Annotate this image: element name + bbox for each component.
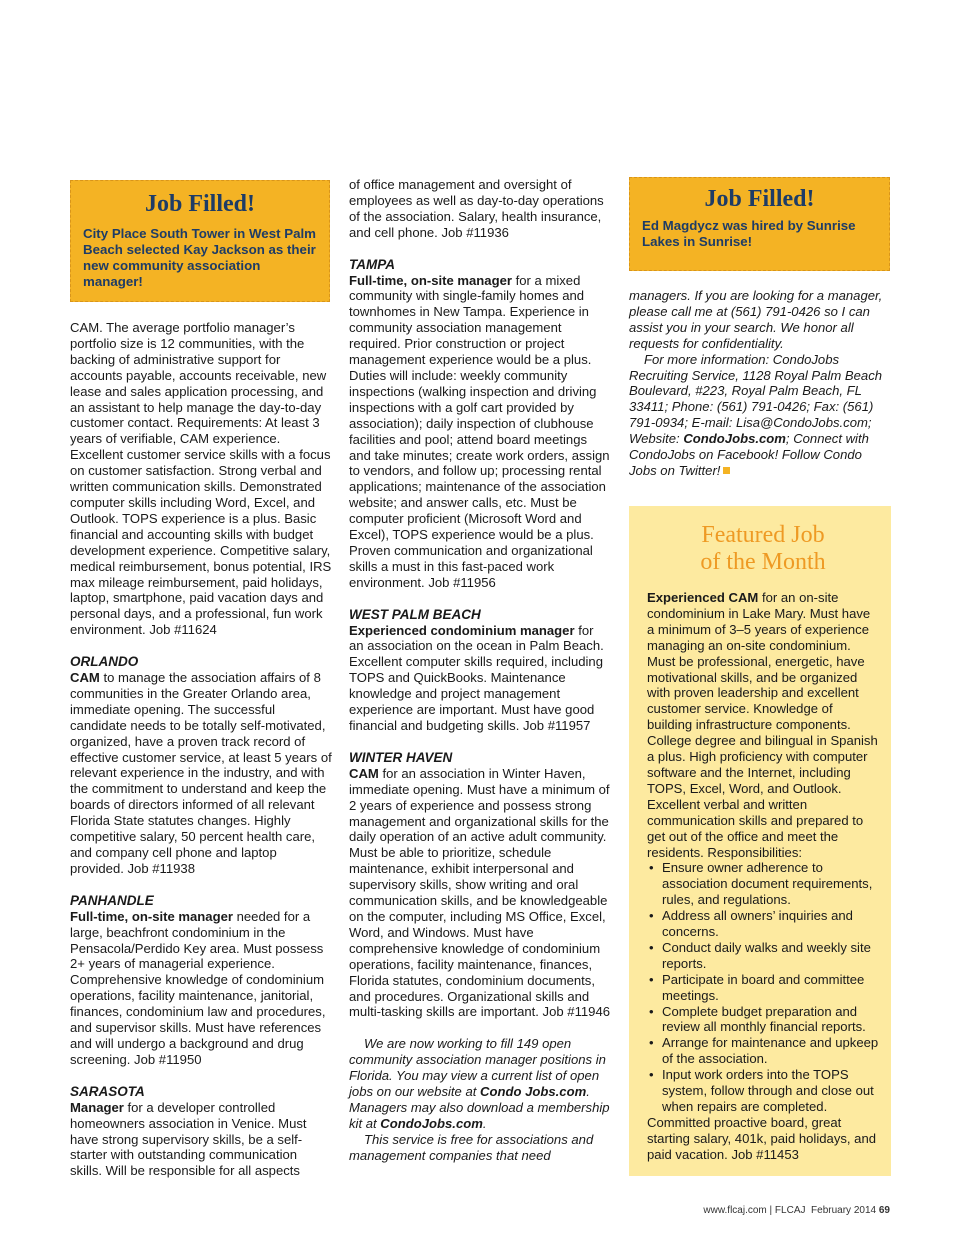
column-1 (70, 320, 332, 1179)
list-item: • Complete budget preparation and review all monthly financial reports. (647, 1004, 879, 1036)
open-positions-text-c: . (482, 1115, 487, 1131)
footer-site[interactable]: www.flcaj.com (703, 1205, 767, 1216)
list-item: • Arrange for maintenance and upkeep of the association. (647, 1035, 879, 1067)
open-positions-paragraph (349, 1036, 611, 1131)
list-item: • Address all owners’ inquiries and concerns. (647, 908, 879, 940)
featured-closing: Committed proactive board, great starting salary, 401k, paid holidays, and paid vacation. Job #11453 (647, 1114, 877, 1162)
west-palm-beach-lead: Experienced condominium manager (349, 622, 575, 638)
list-item: • Ensure owner adherence to association document requirements, rules, and regulations. (647, 860, 879, 908)
sarasota-lead: Manager (70, 1099, 124, 1115)
featured-title-line-2: of the Month (700, 549, 826, 575)
panhandle-lead: Full-time, on-site manager (70, 908, 233, 924)
sarasota-heading: SARASOTA (70, 1083, 145, 1099)
tampa-lead: Full-time, on-site manager (349, 272, 512, 288)
featured-title-line-1: Featured Job (701, 522, 825, 548)
featured-body: for an on-site condominium in Lake Mary. Must have a minimum of 3–5 years of experience managing an on-site condominium. Must be professional, energetic, have motivational skills, and be organized with proven leadership and excellent customer service. Knowledge of building infrastructure components. College degree and bilingual in Spanish a plus. High proficiency with computer software and the Internet, including TOPS, Excel, Word, and Outlook. Excellent verbal and written communication skills and prepared to get out of the office and meet the residents. Responsibilities: (647, 590, 878, 860)
west-palm-beach-heading: WEST PALM BEACH (349, 606, 481, 622)
condojobs-link-1[interactable]: Condo Jobs.com (480, 1084, 587, 1100)
job-filled-box-left (70, 180, 330, 302)
contact-info-text-a: For more information: CondoJobs Recruiting Service, 1128 Royal Palm Beach Boulevard, #223, Royal Palm Beach, FL 33411; Phone: (561) 791-0426; Fax: (561) 791-0934; E-mail: Lisa@CondoJobs.com; Website: (629, 351, 883, 447)
orlando-body: to manage the association affairs of 8 communities in the Greater Orlando area, immediate opening. The successful candidate needs to be totally self-motivated, organized, have a proven track record of effective customer service, at least 5 years of relevant experience in the industry, and with the commitment to understand and keep the boards of directors informed of all relevant Florida State statutes changes. Highly competitive salary, 50 percent health care, and company cell phone and laptop provided. Job #11938 (70, 670, 332, 876)
panhandle-listing (70, 909, 332, 1068)
list-item: • Input work orders into the TOPS system, follow through and close out when repairs are completed. (647, 1067, 879, 1115)
column-2 (349, 177, 611, 1164)
featured-job-title (647, 522, 879, 576)
orlando-listing (70, 670, 332, 877)
west-palm-beach-body: for an association on the ocean in Palm Beach. Excellent computer skills required, including TOPS and QuickBooks. Maintenance knowledge and project management experience are important. Must have good financial and budgeting skills. Job #11957 (349, 622, 604, 733)
page-footer (700, 1205, 890, 1216)
list-item: • Conduct daily walks and weekly site reports. (647, 940, 879, 972)
condojobs-website-link[interactable]: CondoJobs.com (683, 431, 786, 447)
panhandle-body: needed for a large, beachfront condominium in the Pensacola/Perdido Key area. Must possess 2+ years of managerial experience. Comprehensive knowledge of condominium operations, facility maintenance, janitorial, finances, condominium law and procedures, and supervisor skills. Must have references and will undergo a background and drug screening. Job #11950 (70, 908, 326, 1067)
orlando-heading: ORLANDO (70, 654, 139, 670)
condojobs-link-2[interactable]: CondoJobs.com (380, 1115, 483, 1131)
featured-job-description (647, 590, 879, 860)
sarasota-body: for a developer controlled homeowners association in Venice. Must have strong supervisory skills, be a self-starter with outstanding communication skills. Will be responsible for all aspects (70, 1099, 307, 1179)
featured-job-box (629, 506, 891, 1176)
winter-haven-body: for an association in Winter Haven, immediate opening. Must have a minimum of 2 years of experience and possess strong management and organizational skills for the daily operation of an active adult community. Must be able to prioritize, schedule maintenance, exhibit interpersonal and supervisory skills, show writing and oral communication skills, and be knowledgeable on the computer, including MS Office, Excel, Word, and Windows. Must have comprehensive knowledge of condominium operations, facility maintenance, finances, Florida statutes, condominium documents, and procedures. Organizational skills and multi-tasking skills are important. Job #11946 (349, 765, 611, 1020)
job-filled-title-right: Job Filled! (704, 186, 815, 212)
free-service-note: This service is free for associations and management companies that need (349, 1131, 594, 1163)
page-number: 69 (878, 1205, 890, 1216)
winter-haven-lead: CAM (349, 765, 379, 781)
job-filled-title-left: Job Filled! (144, 191, 255, 217)
job-filled-text-right: Ed Magdycz was hired by Sunrise Lakes in Sunrise! (642, 218, 856, 249)
west-palm-beach-listing (349, 623, 611, 734)
sarasota-listing-continued: of office management and oversight of employees as well as day-to-day operations of the association. Salary, health insurance, and cell phone. Job #11936 (349, 177, 604, 240)
panhandle-heading: PANHANDLE (70, 892, 154, 908)
service-note-continued: managers. If you are looking for a manager, please call me at (561) 791-0426 so I can assist you in your search. We honor all requests for confidentiality. (629, 288, 883, 351)
responsibilities-list (647, 860, 879, 1115)
open-positions-text-b: . Managers may also download a membership kit at (349, 1084, 610, 1131)
job-filled-text-left: City Place South Tower in West Palm Beach selected Kay Jackson as their new community association manager! (83, 226, 316, 289)
cam-listing-continued: CAM. The average portfolio manager’s portfolio size is 12 communities, with the backing of administrative support for accounts payable, accounts receivable, new lease and sales application processing, and an assistant to help manage the day-to-day customer contact. Requirements: At least 3 years of verifiable, CAM experience. Excellent customer service skills with a focus on customer satisfaction. Strong verbal and written communication skills. Demonstrated computer skills including Word, Excel, and Outlook. TOPS experience is a plus. Basic financial and accounting skills with budget development experience. Competitive salary, medical reimbursement, bonus potential, IRS max mileage reimbursement, paid holidays, laptop, smartphone, paid vacation days and personal days, and a professional, fun work environment. Job #11624 (70, 320, 332, 638)
open-positions-text-a: We are now working to fill 149 open community association manager positions in Florida. You may view a current list of open jobs on our website at (349, 1036, 606, 1100)
footer-separator: | (766, 1205, 775, 1216)
contact-info (629, 352, 884, 479)
tampa-body: for a mixed community with single-family homes and townhomes in New Tampa. Experience in community association management required. Prior construction or project management experience would be a plus. Duties will include: weekly community inspections (walking inspection and driving inspections with a golf cart provided by association); daily inspection of clubhouse facilities and pool; attend board meetings and take minutes; create work orders, assign to vendors, and follow up; processing rental applications; maintenance of the association website; and answer calls, etc. Must be computer proficient (Microsoft Word and Excel), TOPS experience would be a plus. Proven communication and organizational skills a must in this fast-paced work environment. Job #11956 (349, 272, 610, 590)
job-filled-box-right (629, 177, 890, 271)
winter-haven-heading: WINTER HAVEN (349, 749, 453, 765)
winter-haven-listing (349, 766, 611, 1021)
footer-magazine: FLCAJ February 2014 (774, 1205, 877, 1216)
list-item: • Participate in board and committee meetings. (647, 972, 879, 1004)
tampa-heading: TAMPA (349, 256, 395, 272)
tampa-listing (349, 273, 611, 591)
featured-lead: Experienced CAM (647, 590, 759, 605)
open-positions-note (349, 1036, 611, 1163)
sarasota-listing (70, 1100, 332, 1180)
column-3 (629, 288, 884, 479)
orlando-lead: CAM (70, 670, 100, 686)
end-mark-icon (723, 467, 730, 474)
contact-info-text-b: ; Connect with CondoJobs on Facebook! Follow Condo Jobs on Twitter! (629, 431, 869, 478)
